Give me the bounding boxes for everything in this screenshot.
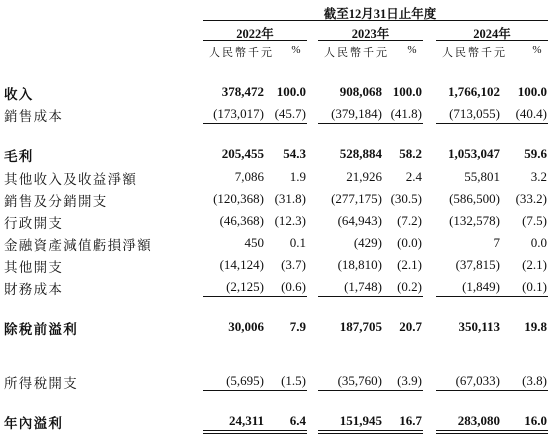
cell-selling-expenses-5: (586,500) xyxy=(449,191,500,206)
cell-cost-of-sales-2: (45.7) xyxy=(274,106,306,121)
cell-finance-costs-3: (1,748) xyxy=(344,279,382,294)
row-label-other-income: 其他收入及收益淨額 xyxy=(4,172,138,187)
cell-income-tax-2: (1.5) xyxy=(281,373,306,388)
year-rule-1 xyxy=(203,40,307,41)
cell-profit-for-year-4: 16.7 xyxy=(399,413,422,428)
row-label-selling-expenses: 銷售及分銷開支 xyxy=(4,194,108,209)
period-header: 截至12月31日止年度 xyxy=(323,7,437,21)
year-rule-2 xyxy=(318,40,423,41)
cell-revenue-4: 100.0 xyxy=(392,84,422,99)
cell-admin-expenses-3: (64,943) xyxy=(337,213,382,228)
cell-profit-before-tax-2: 7.9 xyxy=(289,319,306,334)
cell-finance-costs-2: (0.6) xyxy=(281,279,306,294)
col-header-pct-3: % xyxy=(532,44,542,56)
cell-income-tax-1: (5,695) xyxy=(226,373,264,388)
cell-selling-expenses-3: (277,175) xyxy=(331,191,382,206)
col-header-rmb-3: 人民幣千元 xyxy=(442,47,507,59)
cell-admin-expenses-4: (7.2) xyxy=(397,213,422,228)
cell-profit-before-tax-5: 350,113 xyxy=(458,319,500,334)
year-rule-3 xyxy=(436,40,548,41)
cell-finance-costs-1: (2,125) xyxy=(226,279,264,294)
cell-profit-before-tax-3: 187,705 xyxy=(339,319,382,334)
cell-revenue-2: 100.0 xyxy=(276,84,306,99)
double-rule-b-3 xyxy=(436,433,548,434)
col-header-pct-1: % xyxy=(291,44,301,56)
cell-other-income-4: 2.4 xyxy=(405,169,422,184)
double-rule-b-2 xyxy=(318,433,423,434)
cell-gross-profit-5: 1,053,047 xyxy=(448,146,500,161)
cell-profit-before-tax-6: 19.8 xyxy=(524,319,547,334)
cell-other-income-6: 3.2 xyxy=(530,169,547,184)
cell-gross-profit-6: 59.6 xyxy=(524,146,547,161)
cell-profit-before-tax-1: 30,006 xyxy=(228,319,264,334)
row-label-profit-before-tax: 除稅前溢利 xyxy=(4,322,78,337)
cell-cost-of-sales-1: (173,017) xyxy=(213,106,264,121)
cell-cost-of-sales-3: (379,184) xyxy=(331,106,382,121)
cell-revenue-6: 100.0 xyxy=(517,84,547,99)
row-label-cost-of-sales: 銷售成本 xyxy=(4,109,64,124)
cell-gross-profit-3: 528,884 xyxy=(339,146,382,161)
cell-revenue-1: 378,472 xyxy=(221,84,264,99)
row-label-admin-expenses: 行政開支 xyxy=(4,216,64,231)
cell-other-expenses-5: (37,815) xyxy=(455,257,500,272)
cell-cost-of-sales-4: (41.8) xyxy=(390,106,422,121)
row-label-profit-for-year: 年內溢利 xyxy=(4,416,64,431)
double-rule-a-2 xyxy=(318,430,423,431)
cell-income-tax-5: (67,033) xyxy=(455,373,500,388)
rule-finance-costs-1 xyxy=(203,296,307,297)
double-rule-a-1 xyxy=(203,430,307,431)
col-header-rmb-2: 人民幣千元 xyxy=(324,47,389,59)
cell-selling-expenses-1: (120,368) xyxy=(213,191,264,206)
cell-cost-of-sales-6: (40.4) xyxy=(515,106,547,121)
cell-revenue-3: 908,068 xyxy=(339,84,382,99)
row-label-gross-profit: 毛利 xyxy=(4,149,34,164)
cell-gross-profit-1: 205,455 xyxy=(221,146,264,161)
col-header-rmb-1: 人民幣千元 xyxy=(209,47,274,59)
rule-cost-of-sales-2 xyxy=(318,123,423,124)
year-header-3: 2024年 xyxy=(473,27,511,41)
cell-income-tax-3: (35,760) xyxy=(337,373,382,388)
cell-finance-costs-4: (0.2) xyxy=(397,279,422,294)
row-label-income-tax: 所得稅開支 xyxy=(4,376,78,391)
cell-impairment-losses-6: 0.0 xyxy=(530,235,547,250)
row-label-finance-costs: 財務成本 xyxy=(4,282,64,297)
rule-income-tax-3 xyxy=(436,390,548,391)
cell-admin-expenses-6: (7.5) xyxy=(522,213,547,228)
rule-income-tax-2 xyxy=(318,390,423,391)
cell-other-expenses-4: (2.1) xyxy=(397,257,422,272)
cell-cost-of-sales-5: (713,055) xyxy=(449,106,500,121)
cell-selling-expenses-4: (30.5) xyxy=(390,191,422,206)
rule-cost-of-sales-1 xyxy=(203,123,307,124)
header-top-rule xyxy=(203,20,548,21)
cell-profit-for-year-2: 6.4 xyxy=(289,413,306,428)
cell-other-expenses-2: (3.7) xyxy=(281,257,306,272)
row-label-other-expenses: 其他開支 xyxy=(4,260,64,275)
cell-other-income-1: 7,086 xyxy=(234,169,264,184)
double-rule-b-1 xyxy=(203,433,307,434)
cell-profit-for-year-3: 151,945 xyxy=(339,413,382,428)
row-label-impairment-losses: 金融資產減值虧損淨額 xyxy=(4,238,152,253)
cell-gross-profit-2: 54.3 xyxy=(283,146,306,161)
cell-profit-before-tax-4: 20.7 xyxy=(399,319,422,334)
cell-impairment-losses-4: (0.0) xyxy=(397,235,422,250)
cell-admin-expenses-5: (132,578) xyxy=(449,213,500,228)
cell-admin-expenses-1: (46,368) xyxy=(219,213,264,228)
rule-finance-costs-2 xyxy=(318,296,423,297)
cell-profit-for-year-1: 24,311 xyxy=(228,413,264,428)
cell-other-expenses-3: (18,810) xyxy=(337,257,382,272)
cell-profit-for-year-5: 283,080 xyxy=(457,413,500,428)
cell-income-tax-6: (3.8) xyxy=(522,373,547,388)
cell-other-expenses-1: (14,124) xyxy=(219,257,264,272)
cell-revenue-5: 1,766,102 xyxy=(448,84,500,99)
year-header-1: 2022年 xyxy=(236,27,274,41)
cell-other-income-5: 55,801 xyxy=(464,169,500,184)
rule-finance-costs-3 xyxy=(436,296,548,297)
cell-admin-expenses-2: (12.3) xyxy=(274,213,306,228)
cell-other-income-2: 1.9 xyxy=(289,169,306,184)
cell-gross-profit-4: 58.2 xyxy=(399,146,422,161)
row-label-revenue: 收入 xyxy=(4,87,34,102)
cell-finance-costs-6: (0.1) xyxy=(522,279,547,294)
cell-impairment-losses-5: 7 xyxy=(493,235,500,250)
cell-other-expenses-6: (2.1) xyxy=(522,257,547,272)
col-header-pct-2: % xyxy=(407,44,417,56)
rule-cost-of-sales-3 xyxy=(436,123,548,124)
double-rule-a-3 xyxy=(436,430,548,431)
cell-profit-for-year-6: 16.0 xyxy=(524,413,547,428)
cell-other-income-3: 21,926 xyxy=(346,169,382,184)
cell-selling-expenses-2: (31.8) xyxy=(274,191,306,206)
cell-income-tax-4: (3.9) xyxy=(397,373,422,388)
cell-selling-expenses-6: (33.2) xyxy=(515,191,547,206)
cell-impairment-losses-2: 0.1 xyxy=(289,235,306,250)
year-header-2: 2023年 xyxy=(351,27,390,41)
cell-finance-costs-5: (1,849) xyxy=(462,279,500,294)
cell-impairment-losses-3: (429) xyxy=(353,235,382,250)
rule-income-tax-1 xyxy=(203,390,307,391)
cell-impairment-losses-1: 450 xyxy=(244,235,264,250)
